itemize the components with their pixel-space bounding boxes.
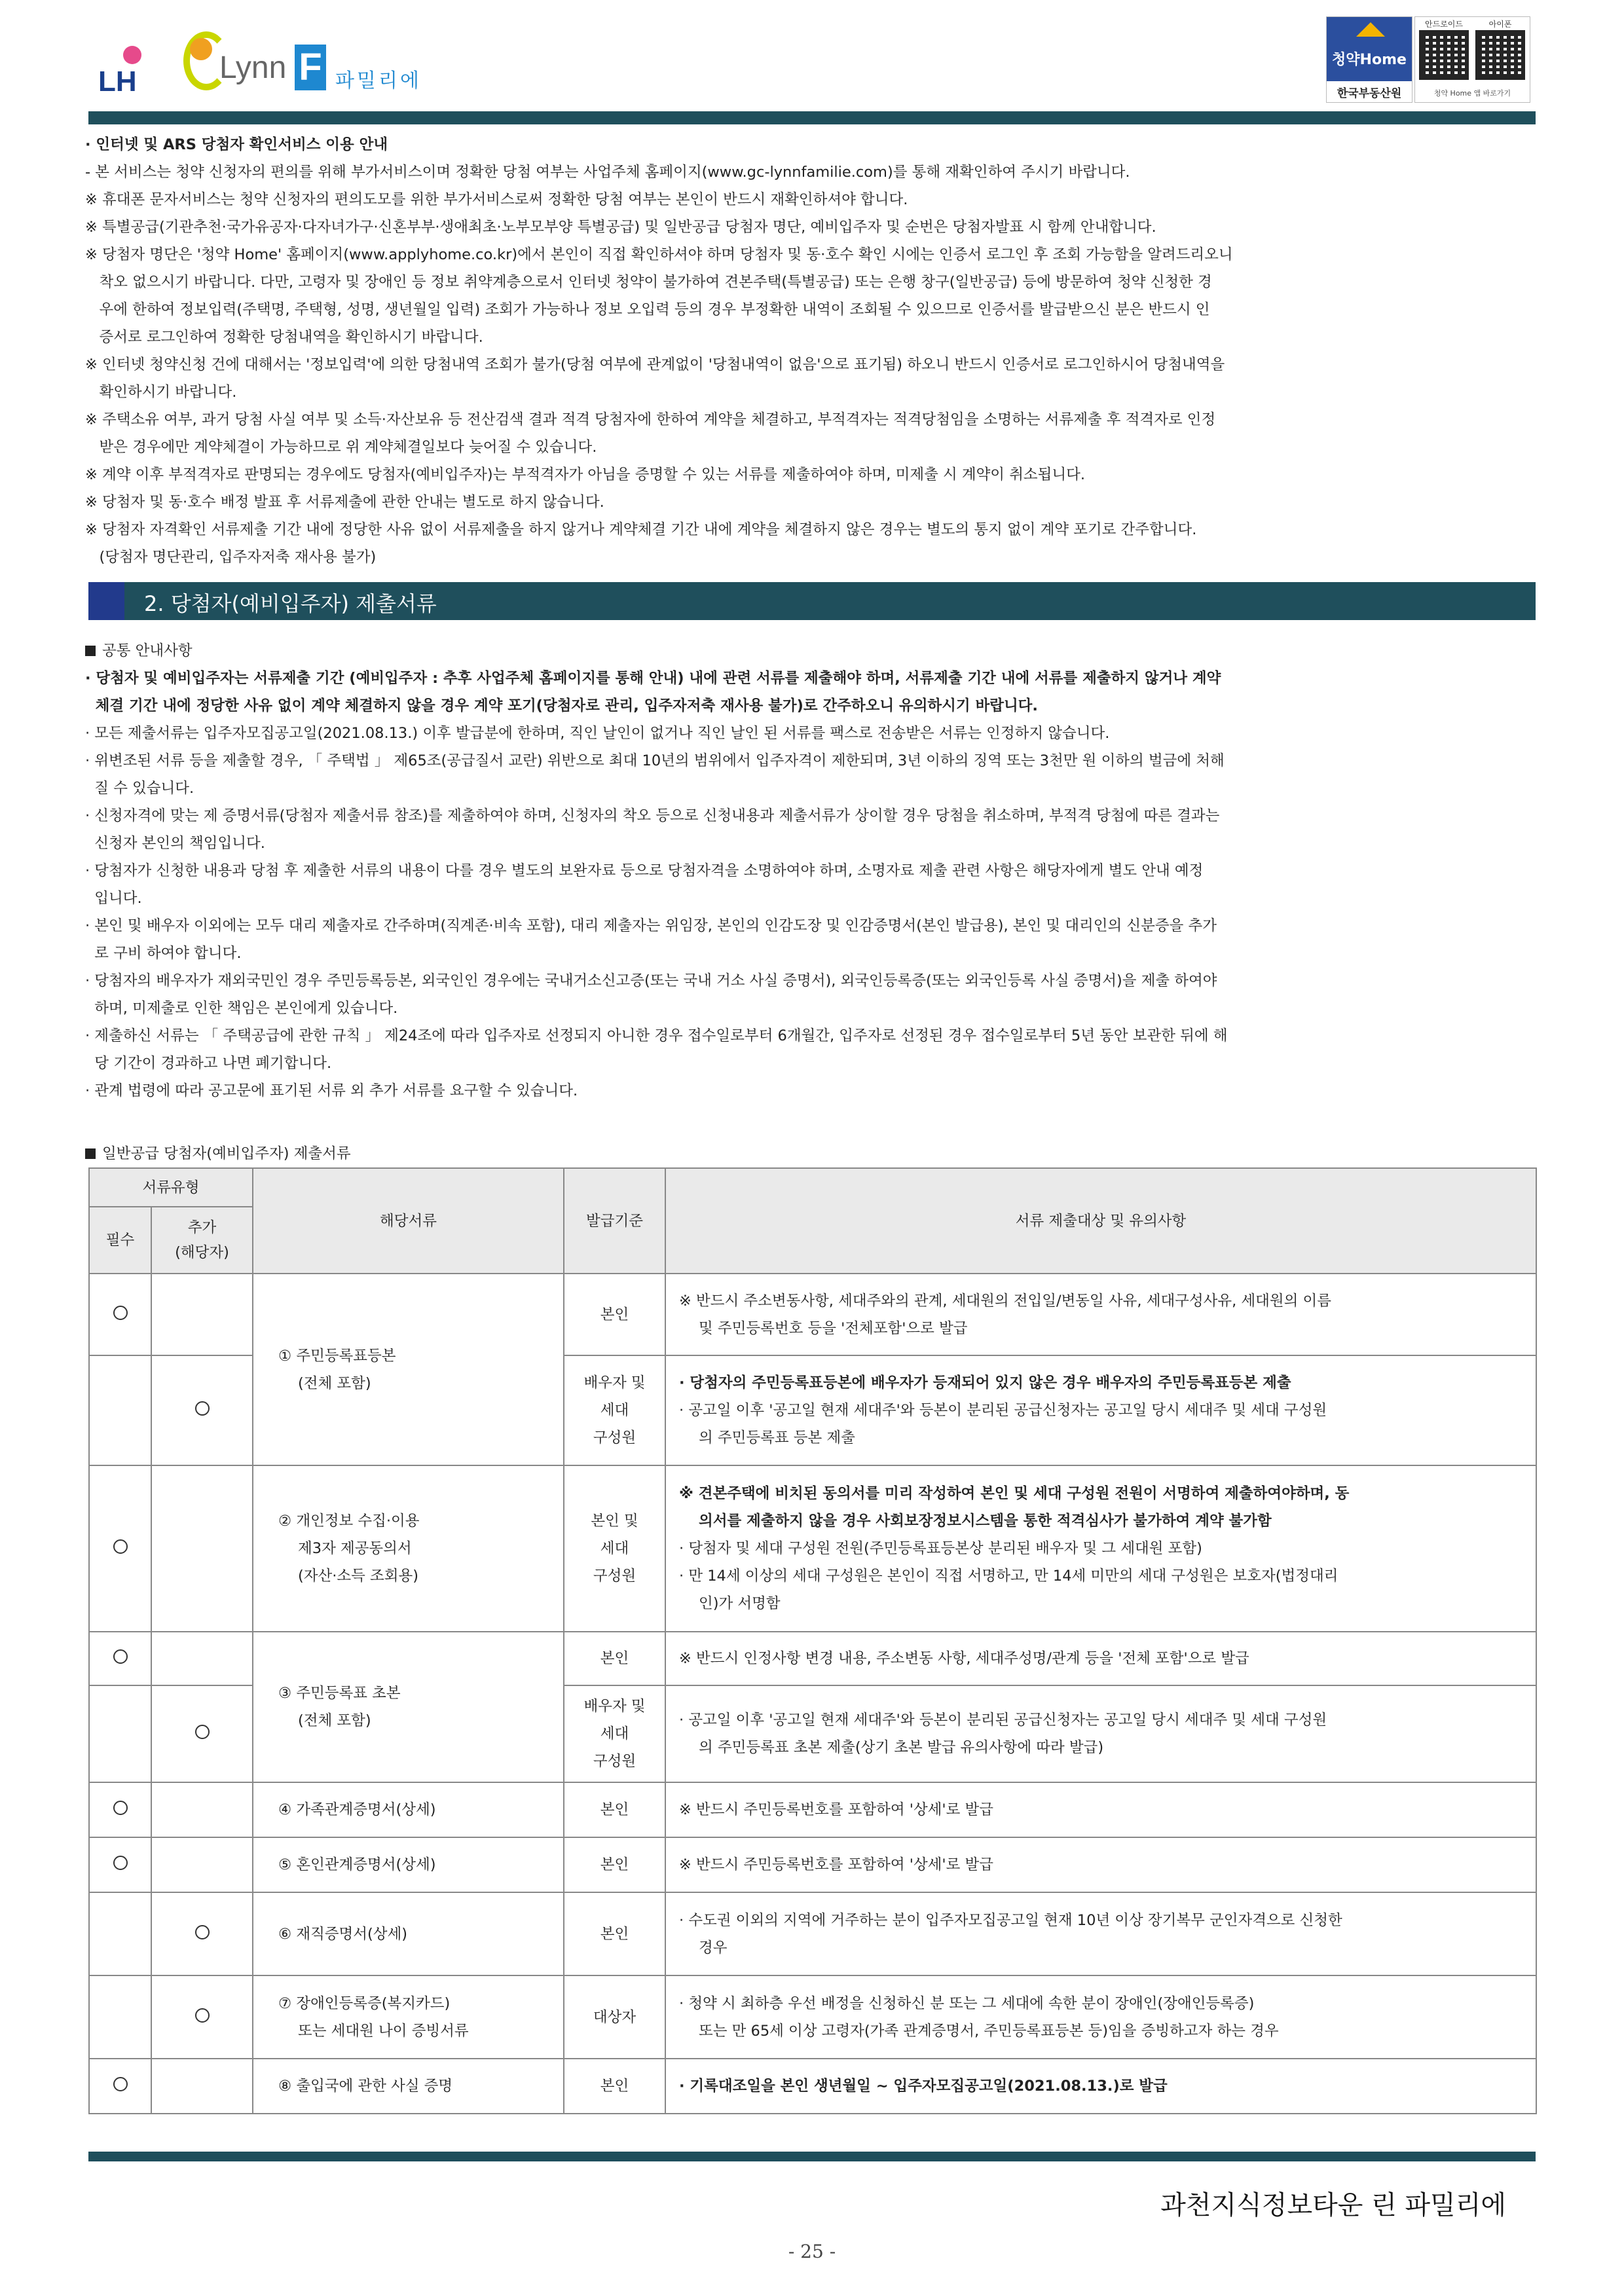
intro-line: · 인터넷 및 ARS 당첨자 확인서비스 이용 안내 — [85, 136, 388, 153]
basis-cell: 본인 — [564, 1892, 665, 1975]
intro-line: 우에 한하여 정보입력(주택명, 주택형, 성명, 생년월일 입력) 조회가 가능하나 정보 오입력 등의 경우 부정확한 내역이 조회될 수 있으므로 인증서를 발급받으신 분은 반드시 인 — [85, 301, 1210, 318]
common-heading-text: 공통 안내사항 — [102, 642, 193, 659]
intro-line: (당첨자 명단관리, 입주자저축 재사용 불가) — [85, 549, 377, 566]
qr-ios-label: 아이폰 — [1488, 20, 1512, 29]
note-cell: ※ 반드시 인정사항 변경 내용, 주소변동 사항, 세대주성명/관계 등을 '전체 포함'으로 발급 — [665, 1632, 1536, 1685]
note-cell — [665, 1355, 1536, 1465]
intro-line: ※ 당첨자 자격확인 서류제출 기간 내에 정당한 사유 없이 서류제출을 하지 않거나 계약체결 기간 내에 계약을 체결하지 않은 경우는 별도의 통지 없이 계약 포기로 간주합니다. — [85, 521, 1197, 538]
extra-cell — [151, 1837, 253, 1892]
required-cell — [89, 1465, 151, 1632]
basis-cell: 본인 — [564, 1632, 665, 1685]
basis-line: 세대 — [600, 1402, 629, 1419]
extra-cell — [151, 1632, 253, 1685]
doc-name: ⑦ 장애인등록증(복지카드) — [278, 1994, 451, 2012]
note-cell — [665, 1274, 1536, 1355]
note-line: · 당첨자 및 세대 구성원 전원(주민등록표등본상 분리된 배우자 및 그 세대원 포함) — [679, 1540, 1202, 1557]
basis-line: 세대 — [600, 1725, 629, 1742]
footer-divider — [88, 2152, 1536, 2161]
extra-cell — [151, 2059, 253, 2114]
house-icon — [1356, 22, 1385, 37]
note-line: · 당첨자의 주민등록표등본에 배우자가 등재되어 있지 않은 경우 배우자의 주민등록표등본 제출 — [679, 1374, 1291, 1391]
common-line: 체결 기간 내에 정당한 사유 없이 계약 체결하지 않을 경우 계약 포기(당첨자로 관리, 입주자저축 재사용 불가)로 간주하오니 유의하시기 바랍니다. — [85, 697, 1038, 714]
required-cell — [89, 1892, 151, 1975]
basis-cell — [564, 1355, 665, 1465]
basis-line: 구성원 — [593, 1753, 637, 1770]
lh-logo-text: LH — [98, 65, 137, 98]
intro-line: 증서로 로그인하여 정확한 당첨내역을 확인하시기 바랍니다. — [85, 329, 483, 346]
required-cell — [89, 1355, 151, 1465]
required-cell — [89, 1837, 151, 1892]
page-number: - 25 - — [788, 2241, 836, 2262]
circle-mark-icon — [113, 1306, 128, 1320]
note-line: 또는 만 65세 이상 고령자(가족 관계증명서, 주민등록표등본 등)임을 증빙하고자 하는 경우 — [699, 2022, 1279, 2040]
note-line: ※ 반드시 주소변동사항, 세대주와의 관계, 세대원의 전입일/변동일 사유, 세대구성사유, 세대원의 이름 — [679, 1292, 1331, 1310]
circle-mark-icon — [195, 1401, 210, 1416]
doc-name-cell: ⑥ 재직증명서(상세) — [253, 1892, 564, 1975]
common-line: · 모든 제출서류는 입주자모집공고일(2021.08.13.) 이후 발급분에 한하며, 직인 날인이 없거나 직인 날인 된 서류를 팩스로 전송받은 서류는 인정하지 않습니다. — [85, 725, 1110, 742]
note-line: 경우 — [699, 1939, 728, 1956]
common-line: · 당첨자가 신청한 내용과 당첨 후 제출한 서류의 내용이 다를 경우 별도의 보완자료 등으로 당첨자격을 소명하여야 하며, 소명자료 제출 관련 사항은 해당자에게 별도 안내 예정 — [85, 862, 1204, 879]
common-notes — [85, 665, 1542, 1105]
doc-name-cell: ⑤ 혼인관계증명서(상세) — [253, 1837, 564, 1892]
note-line: ※ 견본주택에 비치된 동의서를 미리 작성하여 본인 및 세대 구성원 전원이 서명하여 제출하여야하며, 동 — [679, 1485, 1350, 1502]
basis-cell: 본인 — [564, 1274, 665, 1355]
basis-line: 구성원 — [593, 1429, 637, 1446]
section-title: 2. 당첨자(예비입주자) 제출서류 — [144, 591, 437, 616]
basis-cell — [564, 1685, 665, 1782]
note-cell: ※ 반드시 주민등록번호를 포함하여 '상세'로 발급 — [665, 1837, 1536, 1892]
common-line: · 당첨자의 배우자가 재외국민인 경우 주민등록등본, 외국인인 경우에는 국내거소신고증(또는 국내 거소 사실 증명서), 외국인등록증(또는 외국인등록 사실 증명서)을 제출 하여야 — [85, 972, 1217, 989]
doc-name-cell — [253, 1465, 564, 1632]
doc-name-sub: (전체 포함) — [298, 1374, 371, 1392]
header-note: 서류 제출대상 및 유의사항 — [665, 1168, 1536, 1274]
doc-name-cell: ④ 가족관계증명서(상세) — [253, 1782, 564, 1837]
note-cell — [665, 1685, 1536, 1782]
header-basis: 발급기준 — [564, 1168, 665, 1274]
intro-line: 확인하시기 바랍니다. — [85, 384, 237, 401]
common-line: · 신청자격에 맞는 제 증명서류(당첨자 제출서류 참조)를 제출하여야 하며, 신청자의 착오 등으로 신청내용과 제출서류가 상이할 경우 당첨을 취소하며, 부적격 당첨에 따른 결과는 — [85, 807, 1220, 824]
common-line: · 관계 법령에 따라 공고문에 표기된 서류 외 추가 서류를 요구할 수 있습니다. — [85, 1082, 578, 1099]
header-extra-line: 추가 — [187, 1219, 217, 1236]
extra-cell — [151, 1892, 253, 1975]
intro-line: 받은 경우에만 계약체결이 가능하므로 위 계약체결일보다 늦어질 수 있습니다. — [85, 439, 597, 456]
required-cell — [89, 1685, 151, 1782]
common-heading — [85, 637, 193, 665]
extra-cell — [151, 1975, 253, 2059]
extra-cell — [151, 1355, 253, 1465]
applyhome-logo-name: 청약Home — [1332, 52, 1407, 68]
doc-name-sub: (자산·소득 조회용) — [298, 1568, 419, 1585]
common-line: 로 구비 하여야 합니다. — [85, 945, 242, 962]
circle-mark-icon — [195, 1925, 210, 1939]
intro-line: ※ 당첨자 및 동·호수 배정 발표 후 서류제출에 관한 안내는 별도로 하지 않습니다. — [85, 494, 604, 511]
applyhome-logo-org: 한국부동산원 — [1337, 87, 1402, 100]
section-header-mark — [88, 582, 124, 620]
doc-name: ① 주민등록표등본 — [278, 1347, 396, 1365]
footer-title: 과천지식정보타운 린 파밀리에 — [1160, 2190, 1506, 2220]
circle-mark-icon — [113, 1539, 128, 1554]
document-table — [88, 1167, 1537, 2114]
doc-name: ② 개인정보 수집·이용 — [278, 1513, 420, 1530]
qr-code-android-icon[interactable] — [1419, 30, 1469, 80]
general-heading — [85, 1140, 351, 1167]
header-doc-type: 서류유형 — [89, 1168, 253, 1207]
doc-name-cell — [253, 1975, 564, 2059]
common-line: · 위변조된 서류 등을 제출할 경우, 「 주택법 」 제65조(공급질서 교란) 위반으로 최대 10년의 범위에서 입주자격이 제한되며, 3년 이하의 징역 또는 3천만 원 이하의 벌금에 처해 — [85, 752, 1225, 769]
lh-logo — [98, 46, 144, 98]
doc-name-sub: 또는 세대원 나이 증빙서류 — [298, 2022, 469, 2040]
required-cell — [89, 1975, 151, 2059]
lynn-logo — [183, 31, 301, 103]
required-cell — [89, 1274, 151, 1355]
header-doc: 해당서류 — [253, 1168, 564, 1274]
lynn-logo-text: Lynn — [219, 50, 287, 85]
basis-line: 구성원 — [593, 1568, 637, 1585]
common-line: · 제출하신 서류는 「 주택공급에 관한 규칙 」 제24조에 따라 입주자로 선정되지 아니한 경우 접수일로부터 6개월간, 입주자로 선정된 경우 접수일로부터 5년 동안 보관한 뒤에 해 — [85, 1027, 1228, 1044]
circle-mark-icon — [113, 1649, 128, 1664]
header-extra — [151, 1207, 253, 1274]
basis-cell: 본인 — [564, 2059, 665, 2114]
note-cell — [665, 1465, 1536, 1632]
section-header — [88, 582, 1536, 620]
common-line: 질 수 있습니다. — [85, 780, 194, 797]
basis-line: 본인 및 — [591, 1513, 638, 1530]
intro-line: ※ 특별공급(기관추천·국가유공자·다자녀가구·신혼부부·생애최초·노부모부양 특별공급) 및 일반공급 당첨자 명단, 예비입주자 및 순번은 당첨자발표 시 함께 안내합니다. — [85, 219, 1156, 236]
basis-cell — [564, 1465, 665, 1632]
intro-line: ※ 당첨자 명단은 '청약 Home' 홈페이지(www.applyhome.co.kr)에서 본인이 직접 확인하셔야 하며 당첨자 및 동·호수 확인 시에는 인증서 로그인 후 조회 가능함을 알려드리오니 — [85, 246, 1233, 263]
note-cell — [665, 1975, 1536, 2059]
doc-name: ③ 주민등록표 초본 — [278, 1685, 401, 1702]
common-line: 당 기간이 경과하고 나면 폐기합니다. — [85, 1055, 332, 1072]
basis-cell: 대상자 — [564, 1975, 665, 2059]
familie-logo-text: 파밀리에 — [335, 69, 422, 92]
applyhome-logo — [1326, 16, 1412, 103]
note-line: 인)가 서명함 — [699, 1595, 781, 1612]
circle-mark-icon — [113, 1801, 128, 1815]
common-line: · 본인 및 배우자 이외에는 모두 대리 제출자로 간주하며(직계존·비속 포함), 대리 제출자는 위임장, 본인의 인감도장 및 인감증명서(본인 발급용), 본인 및 대리인의 신분증을 추가 — [85, 917, 1217, 934]
lh-logo-dot — [123, 46, 141, 64]
header-divider — [88, 111, 1536, 124]
circle-mark-icon — [195, 1725, 210, 1739]
note-line: · 청약 시 최하층 우선 배정을 신청하신 분 또는 그 세대에 속한 분이 장애인(장애인등록증) — [679, 1994, 1255, 2012]
intro-line: ※ 인터넷 청약신청 건에 대해서는 '정보입력'에 의한 당첨내역 조회가 불가(당첨 여부에 관계없이 '당첨내역이 없음'으로 표기됨) 하오니 반드시 인증서로 로그인하시어 당첨내역을 — [85, 356, 1225, 373]
basis-line: 세대 — [600, 1540, 629, 1557]
intro-line: ※ 주택소유 여부, 과거 당첨 사실 여부 및 소득·자산보유 등 전산검색 결과 적격 당첨자에 한하여 계약을 체결하고, 부적격자는 적격당첨임을 소명하는 서류제출 후 적격자로 인정 — [85, 411, 1216, 428]
square-bullet-icon — [85, 1148, 96, 1159]
header-required: 필수 — [89, 1207, 151, 1274]
required-cell — [89, 2059, 151, 2114]
note-cell: ※ 반드시 주민등록번호를 포함하여 '상세'로 발급 — [665, 1782, 1536, 1837]
qr-android-label: 안드로이드 — [1425, 20, 1463, 29]
common-line: 하며, 미제출로 인한 책임은 본인에게 있습니다. — [85, 1000, 398, 1017]
note-line: · 수도권 이외의 지역에 거주하는 분이 입주자모집공고일 현재 10년 이상 장기복무 군인자격으로 신청한 — [679, 1911, 1342, 1929]
basis-line: 배우자 및 — [583, 1698, 646, 1715]
square-bullet-icon — [85, 646, 96, 656]
basis-cell: 본인 — [564, 1782, 665, 1837]
intro-line: 착오 없으시기 바랍니다. 다만, 고령자 및 장애인 등 정보 취약계층으로서 인터넷 청약이 불가하여 견본주택(특별공급) 또는 은행 창구(일반공급) 등에 방문하여 청약 신청한 경 — [85, 274, 1212, 291]
circle-mark-icon — [195, 2008, 210, 2023]
qr-caption: 청약 Home 앱 바로가기 — [1433, 89, 1511, 98]
required-cell — [89, 1782, 151, 1837]
note-line: 의 주민등록표 초본 제출(상기 초본 발급 유의사항에 따라 발급) — [699, 1739, 1104, 1756]
extra-cell — [151, 1782, 253, 1837]
common-line: · 당첨자 및 예비입주자는 서류제출 기간 (예비입주자 : 추후 사업주체 홈페이지를 통해 안내) 내에 관련 서류를 제출해야 하며, 서류제출 기간 내에 서류를 제출하지 않거나 계약 — [85, 670, 1221, 687]
note-cell: · 기록대조일을 본인 생년월일 ~ 입주자모집공고일(2021.08.13.)로 발급 — [665, 2059, 1536, 2114]
extra-cell — [151, 1465, 253, 1632]
qr-code-panel — [1414, 16, 1530, 103]
familie-logo-mark: F — [295, 45, 326, 90]
intro-line: ※ 휴대폰 문자서비스는 청약 신청자의 편의도모를 위한 부가서비스로써 정확한 당첨 여부는 본인이 반드시 재확인하셔야 합니다. — [85, 191, 908, 208]
common-line: 입니다. — [85, 890, 142, 907]
note-line: 및 주민등록번호 등을 '전체포함'으로 발급 — [699, 1319, 968, 1337]
note-line: 의서를 제출하지 않을 경우 사회보장정보시스템을 통한 적격심사가 불가하여 계약 불가함 — [699, 1513, 1272, 1530]
intro-line: ※ 계약 이후 부적격자로 판명되는 경우에도 당첨자(예비입주자)는 부적격자가 아님을 증명할 수 있는 서류를 제출하여야 하며, 미제출 시 계약이 취소됩니다. — [85, 466, 1086, 483]
lynn-logo-dot — [190, 38, 212, 60]
common-line: 신청자 본인의 책임입니다. — [85, 835, 265, 852]
extra-cell — [151, 1685, 253, 1782]
doc-name-cell — [253, 1632, 564, 1782]
doc-name-cell — [253, 1274, 564, 1465]
doc-name-sub: 제3자 제공동의서 — [298, 1540, 412, 1557]
familie-logo — [295, 45, 439, 90]
extra-cell — [151, 1274, 253, 1355]
note-line: · 만 14세 이상의 세대 구성원은 본인이 직접 서명하고, 만 14세 미만의 세대 구성원은 보호자(법정대리 — [679, 1568, 1338, 1585]
note-line: · 공고일 이후 '공고일 현재 세대주'와 등본이 분리된 공급신청자는 공고일 당시 세대주 및 세대 구성원 — [679, 1402, 1327, 1419]
qr-code-ios-icon[interactable] — [1475, 30, 1525, 80]
header-extra-line: (해당자) — [175, 1244, 229, 1261]
basis-line: 배우자 및 — [583, 1374, 646, 1391]
note-line: 의 주민등록표 등본 제출 — [699, 1429, 855, 1446]
doc-name-sub: (전체 포함) — [298, 1712, 371, 1729]
required-cell — [89, 1632, 151, 1685]
doc-name-cell: ⑧ 출입국에 관한 사실 증명 — [253, 2059, 564, 2114]
general-heading-text: 일반공급 당첨자(예비입주자) 제출서류 — [102, 1145, 351, 1162]
intro-section — [85, 131, 1542, 571]
circle-mark-icon — [113, 2077, 128, 2091]
note-line: · 공고일 이후 '공고일 현재 세대주'와 등본이 분리된 공급신청자는 공고일 당시 세대주 및 세대 구성원 — [679, 1712, 1327, 1729]
circle-mark-icon — [113, 1856, 128, 1870]
basis-cell: 본인 — [564, 1837, 665, 1892]
intro-line: - 본 서비스는 청약 신청자의 편의를 위해 부가서비스이며 정확한 당첨 여부는 사업주체 홈페이지(www.gc-lynnfamilie.com)를 통해 재확인하여 주시기 바랍니다. — [85, 164, 1130, 181]
note-cell — [665, 1892, 1536, 1975]
